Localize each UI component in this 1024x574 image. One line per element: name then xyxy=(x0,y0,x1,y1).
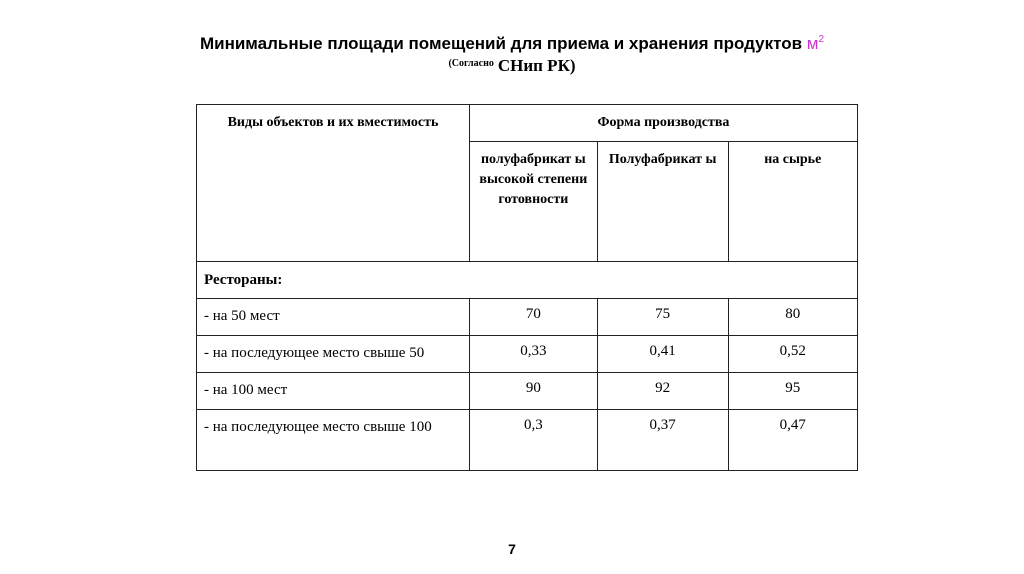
header-form: Форма производства xyxy=(469,105,857,142)
header-col-semi: Полуфабрикат ы xyxy=(597,142,728,262)
table-cell: 0,33 xyxy=(469,336,597,373)
table-row xyxy=(197,336,858,373)
table-cell: 0,3 xyxy=(469,410,597,471)
header-col-raw: на сырье xyxy=(728,142,857,262)
table-cell: 75 xyxy=(597,299,728,336)
table-cell: 70 xyxy=(469,299,597,336)
area-table xyxy=(196,104,858,471)
section-row xyxy=(197,262,858,299)
row-label: - на последующее место свыше 100 xyxy=(197,410,470,471)
header-col-semi-high: полуфабрикат ы высокой степени готовности xyxy=(469,142,597,262)
page-subtitle xyxy=(0,56,1024,76)
table-header-row xyxy=(197,105,858,142)
table-row xyxy=(197,299,858,336)
page-number: 7 xyxy=(508,541,516,557)
table-cell: 0,37 xyxy=(597,410,728,471)
header-objects: Виды объектов и их вместимость xyxy=(197,105,470,262)
title-unit xyxy=(807,34,824,53)
title-text: Минимальные площади помещений для приема и хранения продуктов xyxy=(199,34,803,53)
page-title xyxy=(0,34,1024,54)
subtitle-prefix: (Согласно xyxy=(448,58,494,69)
table-cell: 80 xyxy=(728,299,857,336)
row-label: - на последующее место свыше 50 xyxy=(197,336,470,373)
table-cell: 92 xyxy=(597,373,728,410)
unit-symbol: м xyxy=(806,34,819,53)
table-cell: 0,52 xyxy=(728,336,857,373)
row-label: - на 100 мест xyxy=(197,373,470,410)
table-cell: 0,47 xyxy=(728,410,857,471)
table-cell: 90 xyxy=(469,373,597,410)
section-restaurants: Рестораны: xyxy=(197,262,858,299)
subtitle-main: СНип РК) xyxy=(497,56,576,75)
table-cell: 95 xyxy=(728,373,857,410)
table-row xyxy=(197,373,858,410)
unit-superscript: 2 xyxy=(818,34,825,45)
row-label: - на 50 мест xyxy=(197,299,470,336)
table-cell: 0,41 xyxy=(597,336,728,373)
table-row xyxy=(197,410,858,471)
